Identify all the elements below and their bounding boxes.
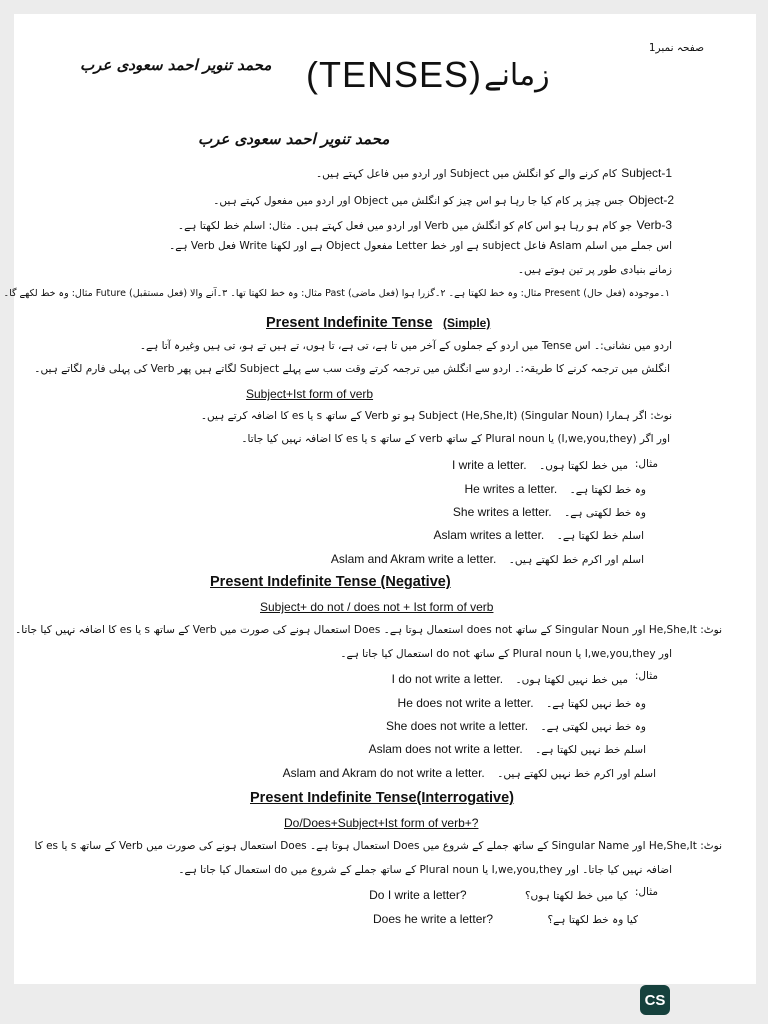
formula-interrogative: Do/Does+Subject+Ist form of verb+? [284, 816, 479, 830]
section-heading-interrogative: Present Indefinite Tense(Interrogative) [250, 790, 515, 806]
note-interrogative-1: نوٹ: He,She,It اور Singular Name کے ساتھ جملے کے شروع میں Does استعمال ہوتا ہے۔ Does استعمال ہونے کی صورت میں Verb کے ساتھ s یا es کا [34, 840, 722, 852]
example-row: I do not write a letter. میں خط نہیں لکھتا ہوں۔ [391, 672, 628, 686]
definition-example: اس جملے میں اسلم Aslam فاعل subject ہے اور خط Letter مفعول Object ہے اور لکھنا Write فعل Verb ہے۔ [169, 240, 672, 252]
note-negative-2: اور I,we,you,they یا Plural noun کے ساتھ do not استعمال کیا جاتا ہے۔ [340, 648, 672, 660]
example-row: Aslam does not write a letter. اسلم خط نہیں لکھتا ہے۔ [368, 742, 646, 756]
tenses-list: ۱۔موجودہ (فعل حال) Present مثال: وہ خط لکھتا ہے۔ ۲۔گزرا ہوا (فعل ماضی) Past مثال: وہ خط لکھتا تھا۔ ۳۔آنے والا (فعل مستقبل) Future مثال: وہ خط لکھے گا۔ [3, 288, 670, 299]
urdu-sign: اردو میں نشانی:۔ اس Tense میں اردو کے جملوں کے آخر میں تا ہے، تی ہے، تا ہوں، تے ہیں تے ہو، تی ہیں وغیرہ آتا ہے۔ [139, 340, 672, 352]
definition-object: جس چیز پر کام کیا جا رہا ہو اس چیز کو انگلش میں Object اور اردو میں مفعول کہتے ہیں۔ Object-2 [213, 193, 674, 207]
example-row: Does he write a letter? کیا وہ خط لکھتا ہے؟ [373, 912, 638, 926]
page-title-urdu: زمانے [484, 58, 550, 93]
document-page [3, 14, 756, 984]
author-signature-top: محمد تنویر احمد سعودی عرب [80, 56, 272, 74]
author-signature: محمد تنویر احمد سعودی عرب [198, 130, 390, 148]
examples-label: مثال: [634, 886, 658, 898]
examples-label: مثال: [634, 458, 658, 470]
example-row: Aslam and Akram write a letter. اسلم اور اکرم خط لکھتے ہیں۔ [330, 552, 644, 566]
example-row: She writes a letter. وہ خط لکھتی ہے۔ [452, 505, 646, 519]
note-simple-2: اور اگر (I,we,you,they) یا Plural noun کے ساتھ verb کے ساتھ s یا es کا اضافہ نہیں کیا جاتا۔ [241, 433, 670, 445]
section-heading-simple: Present Indefinite Tense (Simple) [266, 315, 491, 331]
tenses-intro: زمانے بنیادی طور پر تین ہوتے ہیں۔ [517, 264, 672, 276]
definition-verb: جو کام ہو رہا ہو اس کام کو انگلش میں Verb اور اردو میں فعل کہتے ہیں۔ مثال: اسلم خط لکھتا ہے۔ Verb-3 [177, 218, 672, 232]
note-simple-1: نوٹ: اگر ہمارا Subject (He,She,It) (Singular Noun) ہو تو Verb کے ساتھ s یا es کا اضافہ کرتے ہیں۔ [200, 410, 672, 422]
section-heading-negative: Present Indefinite Tense (Negative) [210, 574, 451, 590]
example-row: Aslam writes a letter. اسلم خط لکھتا ہے۔ [433, 528, 644, 542]
examples-label: مثال: [634, 670, 658, 682]
example-row: I write a letter. میں خط لکھتا ہوں۔ [451, 458, 628, 472]
translation-rule: انگلش میں ترجمہ کرنے کا طریقہ:۔ اردو سے انگلش میں ترجمہ کرتے وقت سب سے پہلے Subject لگاتے ہیں پھر Verb کی پہلی فارم لگاتے ہیں۔ [34, 363, 670, 375]
formula-negative: Subject+ do not / does not + Ist form of verb [260, 600, 494, 614]
example-row: He does not write a letter. وہ خط نہیں لکھتا ہے۔ [397, 696, 646, 710]
example-row: Do I write a letter? کیا میں خط لکھتا ہوں؟ [369, 888, 628, 902]
page-number: صفحہ نمبر1 [648, 42, 704, 54]
example-row: He writes a letter. وہ خط لکھتا ہے۔ [464, 482, 646, 496]
page-title: (TENSES) [306, 54, 483, 95]
example-row: She does not write a letter. وہ خط نہیں لکھتی ہے۔ [385, 719, 646, 733]
note-interrogative-2: اضافہ نہیں کیا جاتا۔ اور I,we,you,they یا Plural noun کے ساتھ جملے کے شروع میں do استعمال کیا جاتا ہے۔ [178, 864, 672, 876]
definition-subject: کام کرنے والے کو انگلش میں Subject اور اردو میں فاعل کہتے ہیں۔ Subject-1 [315, 166, 672, 180]
note-negative-1: نوٹ: He,She,It اور Singular Noun کے ساتھ does not استعمال ہوتا ہے۔ Does استعمال ہونے کی صورت میں Verb کے ساتھ s یا es کا اضافہ نہیں کیا جاتا۔ [15, 624, 722, 636]
camscanner-logo: CS [640, 985, 670, 1015]
example-row: Aslam and Akram do not write a letter. اسلم اور اکرم خط نہیں لکھتے ہیں۔ [282, 766, 656, 780]
formula-simple: Subject+Ist form of verb [246, 387, 374, 401]
